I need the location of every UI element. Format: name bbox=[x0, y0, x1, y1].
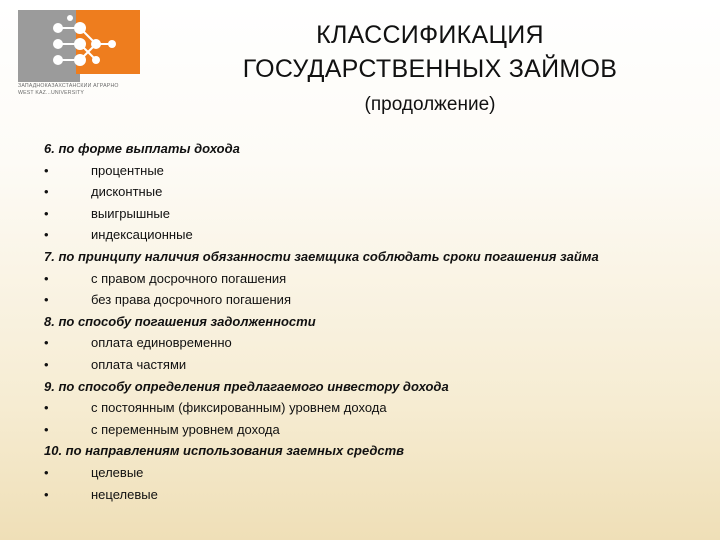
title-line-2: ГОСУДАРСТВЕННЫХ ЗАЙМОВ bbox=[242, 55, 618, 83]
list-item bbox=[44, 332, 704, 354]
bullet-icon: • bbox=[44, 270, 49, 286]
list-item-text: оплата частями bbox=[91, 356, 187, 372]
title-line-1: КЛАССИФИКАЦИЯ bbox=[316, 21, 544, 49]
bullet-icon: • bbox=[44, 162, 49, 178]
bullet-icon: • bbox=[44, 400, 49, 416]
page-subtitle: (продолжение) bbox=[364, 94, 496, 115]
bullet-icon: • bbox=[44, 205, 49, 221]
university-logo bbox=[18, 10, 140, 98]
logo-text-line1: ЗАПАДНОКАЗАХСТАНСКИЙ АГРАРНО bbox=[18, 83, 119, 89]
bullet-icon: • bbox=[44, 356, 49, 372]
list-item-text: индексационные bbox=[91, 227, 193, 243]
list-item-text: процентные bbox=[91, 162, 164, 178]
section-heading: 8. по способу погашения задолженности bbox=[44, 313, 316, 329]
bullet-icon: • bbox=[44, 335, 49, 351]
list-item bbox=[44, 397, 704, 419]
list-item bbox=[44, 289, 704, 311]
list-item-text: оплата единовременно bbox=[91, 335, 232, 351]
bullet-icon: • bbox=[44, 486, 49, 502]
list-item bbox=[44, 354, 704, 376]
list-item bbox=[44, 203, 704, 225]
list-item bbox=[44, 484, 704, 506]
section-heading: 10. по направлениям использования заемных средств bbox=[44, 443, 405, 459]
list-item-text: с переменным уровнем дохода bbox=[91, 421, 280, 437]
bullet-icon: • bbox=[44, 184, 49, 200]
logo-text-line2: WEST KAZ...UNIVERSITY bbox=[18, 90, 85, 96]
list-item bbox=[44, 160, 704, 182]
bullet-icon: • bbox=[44, 292, 49, 308]
list-item bbox=[44, 224, 704, 246]
list-item-text: нецелевые bbox=[91, 486, 158, 502]
section-heading: 9. по способу определения предлагаемого инвестору дохода bbox=[44, 378, 449, 394]
bullet-icon: • bbox=[44, 421, 49, 437]
list-item-text: с постоянным (фиксированным) уровнем дохода bbox=[91, 400, 387, 416]
bullet-icon: • bbox=[44, 227, 49, 243]
list-item bbox=[44, 268, 704, 290]
list-item bbox=[44, 419, 704, 441]
list-item bbox=[44, 181, 704, 203]
list-item-text: дисконтные bbox=[91, 184, 163, 200]
section-heading: 7. по принципу наличия обязанности заемщика соблюдать сроки погашения займа bbox=[44, 248, 599, 264]
section-heading: 6. по форме выплаты дохода bbox=[44, 141, 240, 156]
page-title bbox=[170, 18, 690, 86]
logo-emblem-icon bbox=[18, 10, 140, 82]
list-item-text: с правом досрочного погашения bbox=[91, 270, 287, 286]
list-item-text: без права досрочного погашения bbox=[91, 292, 291, 308]
bullet-icon: • bbox=[44, 464, 49, 480]
classification-list bbox=[44, 138, 704, 505]
list-item-text: целевые bbox=[91, 464, 144, 480]
list-item bbox=[44, 462, 704, 484]
list-item-text: выигрышные bbox=[91, 205, 171, 221]
